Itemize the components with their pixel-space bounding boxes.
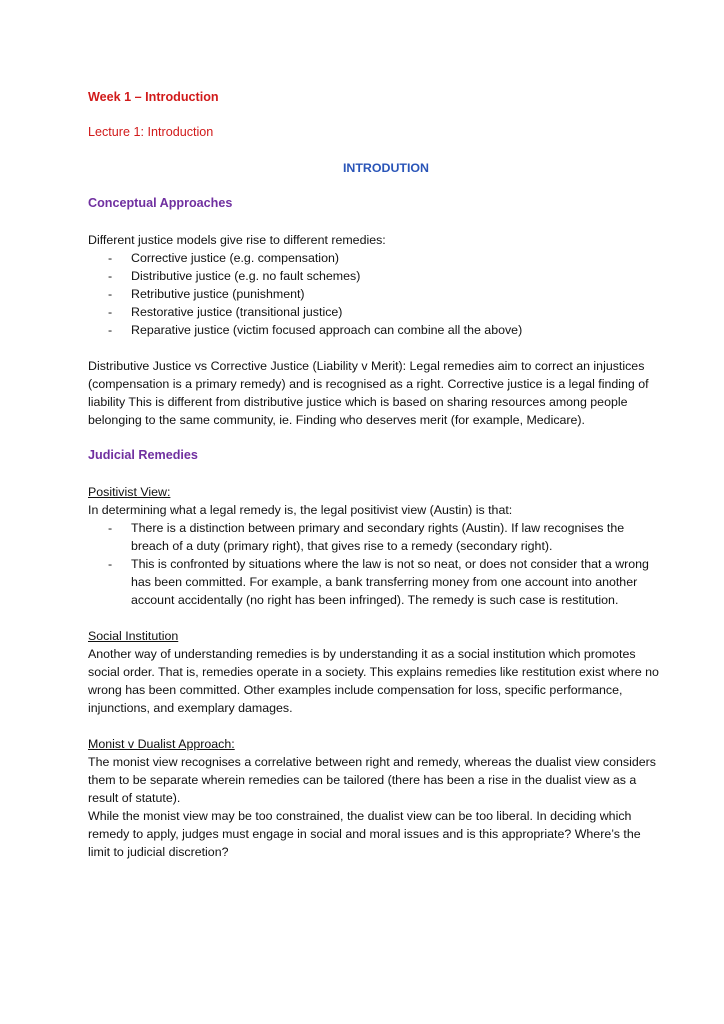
lecture-heading: Lecture 1: Introduction <box>88 125 214 139</box>
week-heading: Week 1 – Introduction <box>88 90 219 104</box>
list-item: - There is a distinction between primary and secondary rights (Austin). If law recognises the breach of a duty (primary right), that gives rise to a remedy (secondary right). <box>88 519 664 555</box>
list-item: - Restorative justice (transitional justice) <box>88 303 664 321</box>
justice-models-list <box>88 249 664 339</box>
monist-dualist-paragraph-2: While the monist view may be too constrained, the dualist view can be too liberal. In deciding which remedy to apply, judges must engage in social and moral issues and is this appropriate? Where’s the limit to judicial discretion? <box>88 809 641 859</box>
positivist-view-title: Positivist View: <box>88 485 171 499</box>
monist-dualist-title: Monist v Dualist Approach: <box>88 737 235 751</box>
main-heading: INTRODUTION <box>342 161 430 175</box>
positivist-view-intro: In determining what a legal remedy is, the legal positivist view (Austin) is that: <box>88 503 513 517</box>
distributive-vs-corrective-paragraph: Distributive Justice vs Corrective Justice (Liability v Merit): Legal remedies aim to correct an injustices (compensation is a primary remedy) and is recognised as a right. Corrective justice is a legal finding of liability This is different from distributive justice which is based on sharing resources among people belonging to the same community, ie. Finding who deserves merit (for example, Medicare). <box>88 359 649 427</box>
monist-dualist-paragraph-1: The monist view recognises a correlative between right and remedy, whereas the dualist view considers them to be separate wherein remedies can be tailored (there has been a rise in the dualist view as a result of statute). <box>88 755 656 805</box>
list-item: - Reparative justice (victim focused approach can combine all the above) <box>88 321 664 339</box>
social-institution-title: Social Institution <box>88 629 179 643</box>
list-item: - Corrective justice (e.g. compensation) <box>88 249 664 267</box>
list-item: - Distributive justice (e.g. no fault schemes) <box>88 267 664 285</box>
social-institution-paragraph: Another way of understanding remedies is by understanding it as a social institution which promotes social order. That is, remedies operate in a society. This explains remedies like restitution exist where no wrong has been committed. Other examples include compensation for loss, specific performance, injunctions, and exemplary damages. <box>88 647 659 715</box>
conceptual-approaches-heading: Conceptual Approaches <box>88 196 233 210</box>
positivist-view-list <box>88 519 664 609</box>
justice-models-intro: Different justice models give rise to different remedies: <box>88 233 386 247</box>
list-item: - Retributive justice (punishment) <box>88 285 664 303</box>
list-item: - This is confronted by situations where the law is not so neat, or does not consider that a wrong has been committed. For example, a bank transferring money from one account into another account accidentally (no right has been infringed). The remedy is such case is restitution. <box>88 555 664 609</box>
judicial-remedies-heading: Judicial Remedies <box>88 448 198 462</box>
